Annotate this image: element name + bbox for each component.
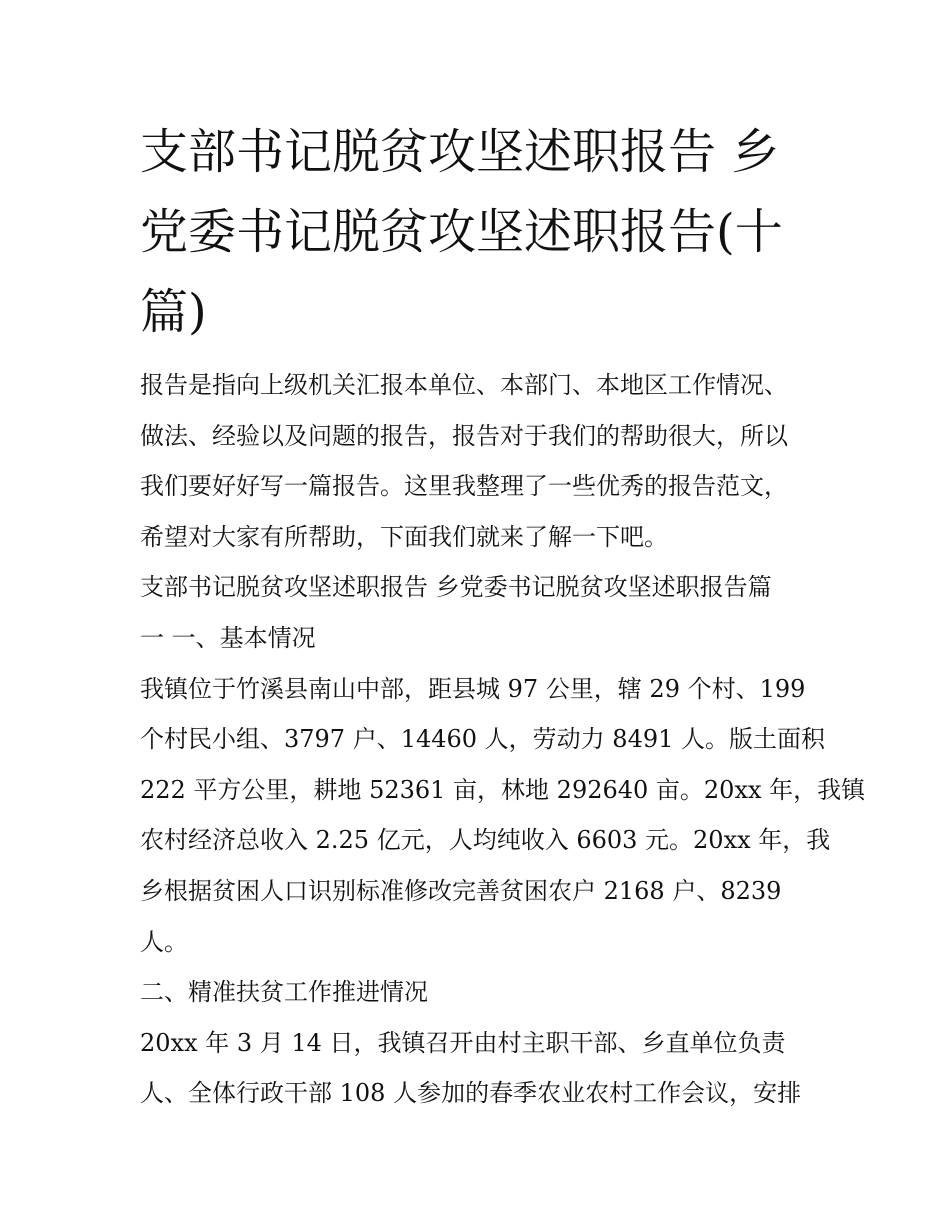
document-title	[140, 112, 815, 352]
title-line: 支部书记脱贫攻坚述职报告 乡	[140, 124, 780, 180]
section-heading-line: 二、精准扶贫工作推进情况	[140, 978, 428, 1007]
intro-paragraph-line: 报告是指向上级机关汇报本单位、本部门、本地区工作情况、	[140, 371, 788, 399]
basic-info-paragraph-line: 222 平方公里，耕地 52361 亩，林地 292640 亩。20xx 年，我镇	[140, 775, 866, 804]
document-body	[140, 360, 866, 1119]
basic-info-paragraph-line: 个村民小组、3797 户、14460 人，劳动力 8491 人。版土面积	[140, 725, 826, 754]
section-heading-line: 支部书记脱贫攻坚述职报告 乡党委书记脱贫攻坚述职报告篇	[140, 573, 772, 602]
document-page	[140, 112, 866, 1119]
title-line: 篇)	[140, 284, 207, 340]
poverty-work-paragraph-line: 人、全体行政干部 108 人参加的春季农业农村工作会议，安排	[140, 1079, 802, 1108]
intro-paragraph-line: 希望对大家有所帮助，下面我们就来了解一下吧。	[140, 522, 668, 551]
section-heading-line: 一 一、基本情况	[140, 623, 316, 652]
basic-info-paragraph-line: 人。	[140, 927, 188, 956]
intro-paragraph-line: 做法、经验以及问题的报告，报告对于我们的帮助很大，所以	[140, 421, 788, 450]
poverty-work-paragraph-line: 20xx 年 3 月 14 日，我镇召开由村主职干部、乡直单位负责	[140, 1028, 786, 1057]
basic-info-paragraph-line: 农村经济总收入 2.25 亿元，人均纯收入 6603 元。20xx 年，我	[140, 826, 831, 855]
basic-info-paragraph-line: 我镇位于竹溪县南山中部，距县城 97 公里，辖 29 个村、199	[140, 674, 806, 703]
intro-paragraph-line: 我们要好好写一篇报告。这里我整理了一些优秀的报告范文，	[140, 472, 788, 501]
title-line: 党委书记脱贫攻坚述职报告(十	[140, 204, 783, 260]
basic-info-paragraph-line: 乡根据贫困人口识别标准修改完善贫困农户 2168 户、8239	[140, 876, 782, 905]
